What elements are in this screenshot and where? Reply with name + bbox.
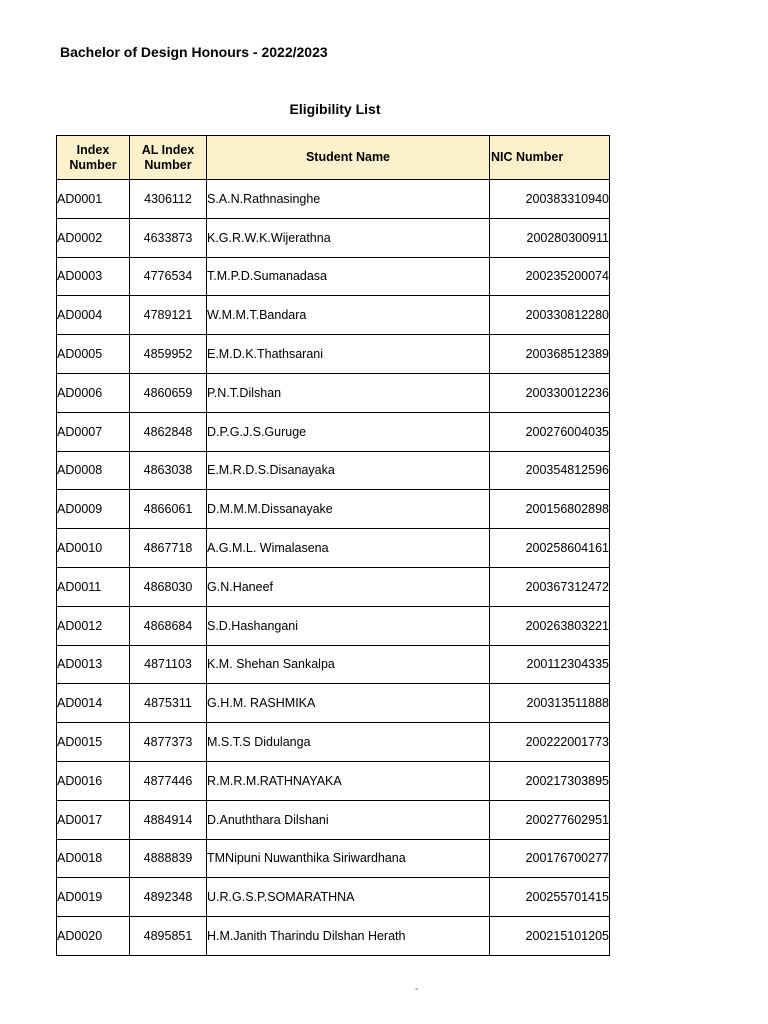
cell-nic-number: 200156802898 bbox=[490, 490, 610, 529]
cell-al-index-number: 4863038 bbox=[130, 451, 207, 490]
cell-al-index-number: 4862848 bbox=[130, 412, 207, 451]
cell-student-name: H.M.Janith Tharindu Dilshan Herath bbox=[207, 917, 490, 956]
cell-student-name: G.N.Haneef bbox=[207, 567, 490, 606]
cell-student-name: U.R.G.S.P.SOMARATHNA bbox=[207, 878, 490, 917]
cell-index-number: AD0015 bbox=[57, 723, 130, 762]
cell-al-index-number: 4633873 bbox=[130, 218, 207, 257]
cell-nic-number: 200383310940 bbox=[490, 180, 610, 219]
cell-index-number: AD0017 bbox=[57, 800, 130, 839]
table-row bbox=[57, 373, 610, 412]
cell-student-name: T.M.P.D.Sumanadasa bbox=[207, 257, 490, 296]
cell-al-index-number: 4868684 bbox=[130, 606, 207, 645]
cell-nic-number: 200263803221 bbox=[490, 606, 610, 645]
table-row bbox=[57, 761, 610, 800]
cell-nic-number: 200313511888 bbox=[490, 684, 610, 723]
table-row bbox=[57, 567, 610, 606]
cell-student-name: W.M.M.T.Bandara bbox=[207, 296, 490, 335]
cell-student-name: D.Anuththara Dilshani bbox=[207, 800, 490, 839]
cell-nic-number: 200258604161 bbox=[490, 529, 610, 568]
cell-nic-number: 200112304335 bbox=[490, 645, 610, 684]
cell-al-index-number: 4875311 bbox=[130, 684, 207, 723]
cell-nic-number: 200215101205 bbox=[490, 917, 610, 956]
cell-nic-number: 200354812596 bbox=[490, 451, 610, 490]
header-nic-number: NIC Number bbox=[490, 136, 610, 180]
cell-al-index-number: 4776534 bbox=[130, 257, 207, 296]
cell-nic-number: 200217303895 bbox=[490, 761, 610, 800]
header-al-index-number: AL Index Number bbox=[130, 136, 207, 180]
cell-al-index-number: 4877446 bbox=[130, 761, 207, 800]
cell-index-number: AD0011 bbox=[57, 567, 130, 606]
cell-nic-number: 200330012236 bbox=[490, 373, 610, 412]
header-student-name: Student Name bbox=[207, 136, 490, 180]
cell-index-number: AD0009 bbox=[57, 490, 130, 529]
cell-nic-number: 200277602951 bbox=[490, 800, 610, 839]
list-title bbox=[57, 101, 609, 117]
cell-student-name: P.N.T.Dilshan bbox=[207, 373, 490, 412]
cell-index-number: AD0010 bbox=[57, 529, 130, 568]
header-index-number: Index Number bbox=[57, 136, 130, 180]
cell-nic-number: 200367312472 bbox=[490, 567, 610, 606]
cell-index-number: AD0019 bbox=[57, 878, 130, 917]
cell-nic-number: 200330812280 bbox=[490, 296, 610, 335]
cell-index-number: AD0020 bbox=[57, 917, 130, 956]
cell-index-number: AD0016 bbox=[57, 761, 130, 800]
table-row bbox=[57, 723, 610, 762]
table-body bbox=[57, 180, 610, 956]
cell-index-number: AD0002 bbox=[57, 218, 130, 257]
cell-al-index-number: 4884914 bbox=[130, 800, 207, 839]
cell-index-number: AD0014 bbox=[57, 684, 130, 723]
table-header-row bbox=[57, 136, 610, 180]
cell-nic-number: 200276004035 bbox=[490, 412, 610, 451]
cell-nic-number: 200222001773 bbox=[490, 723, 610, 762]
cell-nic-number: 200176700277 bbox=[490, 839, 610, 878]
cell-index-number: AD0003 bbox=[57, 257, 130, 296]
cell-index-number: AD0018 bbox=[57, 839, 130, 878]
cell-al-index-number: 4866061 bbox=[130, 490, 207, 529]
cell-student-name: E.M.D.K.Thathsarani bbox=[207, 335, 490, 374]
cell-index-number: AD0005 bbox=[57, 335, 130, 374]
cell-student-name: R.M.R.M.RATHNAYAKA bbox=[207, 761, 490, 800]
table-row bbox=[57, 645, 610, 684]
cell-index-number: AD0007 bbox=[57, 412, 130, 451]
list-title-text: Eligibility List bbox=[289, 101, 381, 117]
cell-al-index-number: 4888839 bbox=[130, 839, 207, 878]
cell-student-name: D.P.G.J.S.Guruge bbox=[207, 412, 490, 451]
cell-student-name: K.G.R.W.K.Wijerathna bbox=[207, 218, 490, 257]
cell-nic-number: 200255701415 bbox=[490, 878, 610, 917]
cell-index-number: AD0004 bbox=[57, 296, 130, 335]
table-row bbox=[57, 529, 610, 568]
table-row bbox=[57, 296, 610, 335]
cell-al-index-number: 4860659 bbox=[130, 373, 207, 412]
cell-index-number: AD0008 bbox=[57, 451, 130, 490]
cell-index-number: AD0013 bbox=[57, 645, 130, 684]
table-row bbox=[57, 839, 610, 878]
table-row bbox=[57, 490, 610, 529]
table-row bbox=[57, 180, 610, 219]
cell-nic-number: 200235200074 bbox=[490, 257, 610, 296]
cell-index-number: AD0001 bbox=[57, 180, 130, 219]
cell-student-name: E.M.R.D.S.Disanayaka bbox=[207, 451, 490, 490]
cell-nic-number: 200280300911 bbox=[490, 218, 610, 257]
cell-al-index-number: 4871103 bbox=[130, 645, 207, 684]
cell-student-name: G.H.M. RASHMIKA bbox=[207, 684, 490, 723]
cell-student-name: D.M.M.M.Dissanayake bbox=[207, 490, 490, 529]
table-row bbox=[57, 917, 610, 956]
cell-al-index-number: 4306112 bbox=[130, 180, 207, 219]
document-title: Bachelor of Design Honours - 2022/2023 bbox=[60, 44, 328, 60]
cell-al-index-number: 4789121 bbox=[130, 296, 207, 335]
table-row bbox=[57, 257, 610, 296]
cell-al-index-number: 4867718 bbox=[130, 529, 207, 568]
page-marker: - bbox=[415, 984, 419, 995]
table-row bbox=[57, 218, 610, 257]
table-row bbox=[57, 412, 610, 451]
cell-index-number: AD0006 bbox=[57, 373, 130, 412]
cell-al-index-number: 4877373 bbox=[130, 723, 207, 762]
table-row bbox=[57, 684, 610, 723]
table-row bbox=[57, 606, 610, 645]
cell-al-index-number: 4859952 bbox=[130, 335, 207, 374]
table-row bbox=[57, 335, 610, 374]
cell-student-name: K.M. Shehan Sankalpa bbox=[207, 645, 490, 684]
cell-index-number: AD0012 bbox=[57, 606, 130, 645]
eligibility-table bbox=[56, 135, 610, 956]
cell-al-index-number: 4868030 bbox=[130, 567, 207, 606]
cell-al-index-number: 4892348 bbox=[130, 878, 207, 917]
table-row bbox=[57, 451, 610, 490]
cell-student-name: TMNipuni Nuwanthika Siriwardhana bbox=[207, 839, 490, 878]
cell-student-name: A.G.M.L. Wimalasena bbox=[207, 529, 490, 568]
cell-student-name: S.D.Hashangani bbox=[207, 606, 490, 645]
cell-student-name: M.S.T.S Didulanga bbox=[207, 723, 490, 762]
table-row bbox=[57, 800, 610, 839]
table-row bbox=[57, 878, 610, 917]
cell-student-name: S.A.N.Rathnasinghe bbox=[207, 180, 490, 219]
cell-al-index-number: 4895851 bbox=[130, 917, 207, 956]
cell-nic-number: 200368512389 bbox=[490, 335, 610, 374]
